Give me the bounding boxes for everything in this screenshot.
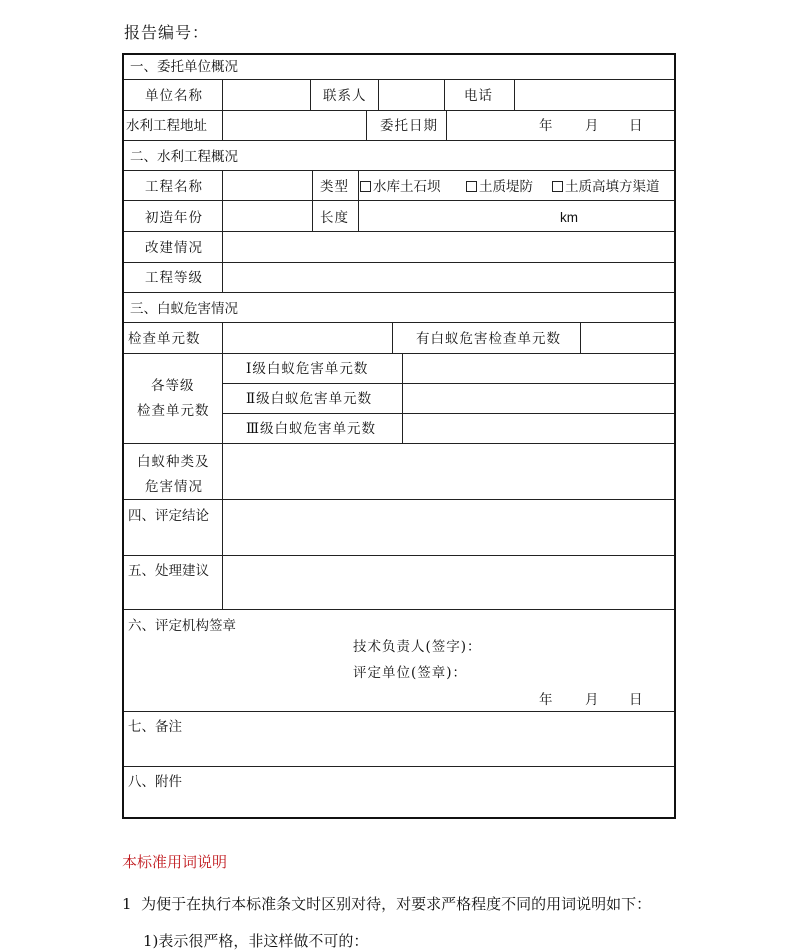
- col-divider: [366, 110, 367, 140]
- entrust-day: 日: [629, 118, 643, 134]
- entrust-year: 年: [539, 118, 553, 134]
- col-divider: [444, 79, 445, 110]
- wording-notes-heading: 本标准用词说明: [122, 853, 228, 871]
- canal-label: 土质高填方渠道: [565, 179, 660, 195]
- row-divider: [124, 443, 674, 444]
- col-divider: [222, 79, 223, 140]
- col-divider: [222, 170, 223, 292]
- checkbox-icon[interactable]: [552, 181, 563, 192]
- row-divider: [124, 110, 674, 111]
- section-5-title: 五、处理建议: [128, 563, 209, 579]
- entrust-month: 月: [585, 118, 599, 134]
- seal-day: 日: [629, 692, 643, 708]
- phone-label: 电话: [464, 88, 493, 104]
- seal-year: 年: [539, 692, 553, 708]
- species-label-line1: 白蚁种类及: [137, 454, 210, 470]
- col-divider: [402, 353, 403, 443]
- col-divider: [222, 499, 223, 609]
- address-label: 水利工程地址: [126, 118, 207, 134]
- row-divider: [124, 353, 674, 354]
- seal-month: 月: [585, 692, 599, 708]
- unit-seal-label: 评定单位(签章)：: [353, 665, 468, 681]
- contact-label: 联系人: [323, 88, 367, 104]
- level-1-label: Ⅰ级白蚁危害单元数: [246, 361, 369, 377]
- row-divider: [124, 555, 674, 556]
- row-divider: [124, 499, 674, 500]
- section-3-title: 三、白蚁危害情况: [130, 301, 238, 317]
- check-units-label: 检查单元数: [128, 331, 201, 347]
- row-divider: [124, 200, 674, 201]
- col-divider: [514, 79, 515, 110]
- col-divider: [446, 110, 447, 140]
- infested-units-label: 有白蚁危害检查单元数: [416, 331, 561, 347]
- project-name-label: 工程名称: [145, 179, 203, 195]
- section-8-title: 八、附件: [128, 774, 182, 790]
- col-divider: [358, 170, 359, 231]
- row-divider: [124, 79, 674, 80]
- unit-name-label: 单位名称: [145, 88, 203, 104]
- rebuild-label: 改建情况: [145, 240, 203, 256]
- levels-label-line1: 各等级: [151, 378, 195, 394]
- type-option-canal[interactable]: [552, 179, 660, 195]
- section-1-title: 一、委托单位概况: [130, 59, 238, 75]
- row-divider: [124, 292, 674, 293]
- wording-notes-paragraph-2: 1)表示很严格，非这样做不可的：: [143, 932, 369, 950]
- row-divider: [124, 711, 674, 712]
- section-7-title: 七、备注: [128, 719, 182, 735]
- row-divider: [124, 322, 674, 323]
- col-divider: [222, 322, 223, 499]
- row-divider: [124, 766, 674, 767]
- level-2-label: Ⅱ级白蚁危害单元数: [246, 391, 373, 407]
- section-4-title: 四、评定结论: [128, 508, 209, 524]
- col-divider: [378, 79, 379, 110]
- col-divider: [392, 322, 393, 353]
- tech-lead-sign-label: 技术负责人(签字)：: [353, 639, 482, 655]
- grade-label: 工程等级: [145, 270, 203, 286]
- section-6-title: 六、评定机构签章: [128, 618, 236, 634]
- col-divider: [310, 79, 311, 110]
- length-unit: km: [560, 210, 578, 225]
- col-divider: [580, 322, 581, 353]
- section-2-title: 二、水利工程概况: [130, 149, 238, 165]
- col-divider: [312, 170, 313, 231]
- type-option-levee[interactable]: [466, 179, 533, 195]
- checkbox-icon[interactable]: [466, 181, 477, 192]
- row-divider: [222, 383, 674, 384]
- row-divider: [124, 140, 674, 141]
- row-divider: [124, 262, 674, 263]
- wording-notes-paragraph-1: 1 为便于在执行本标准条文时区别对待，对要求严格程度不同的用词说明如下：: [122, 895, 652, 913]
- build-year-label: 初造年份: [145, 210, 203, 226]
- assessment-form: [122, 53, 676, 819]
- report-number-label: 报告编号：: [124, 23, 210, 42]
- level-3-label: Ⅲ级白蚁危害单元数: [246, 421, 377, 437]
- entrust-date-label: 委托日期: [380, 118, 438, 134]
- reservoir-dam-label: 水库土石坝: [373, 179, 441, 195]
- levels-label-line2: 检查单元数: [137, 403, 210, 419]
- levee-label: 土质堤防: [479, 179, 533, 195]
- length-label: 长度: [320, 210, 349, 226]
- checkbox-icon[interactable]: [360, 181, 371, 192]
- species-label-line2: 危害情况: [145, 479, 203, 495]
- row-divider: [124, 231, 674, 232]
- row-divider: [222, 413, 674, 414]
- type-option-reservoir[interactable]: [360, 179, 441, 195]
- type-label: 类型: [320, 179, 349, 195]
- row-divider: [124, 170, 674, 171]
- row-divider: [124, 609, 674, 610]
